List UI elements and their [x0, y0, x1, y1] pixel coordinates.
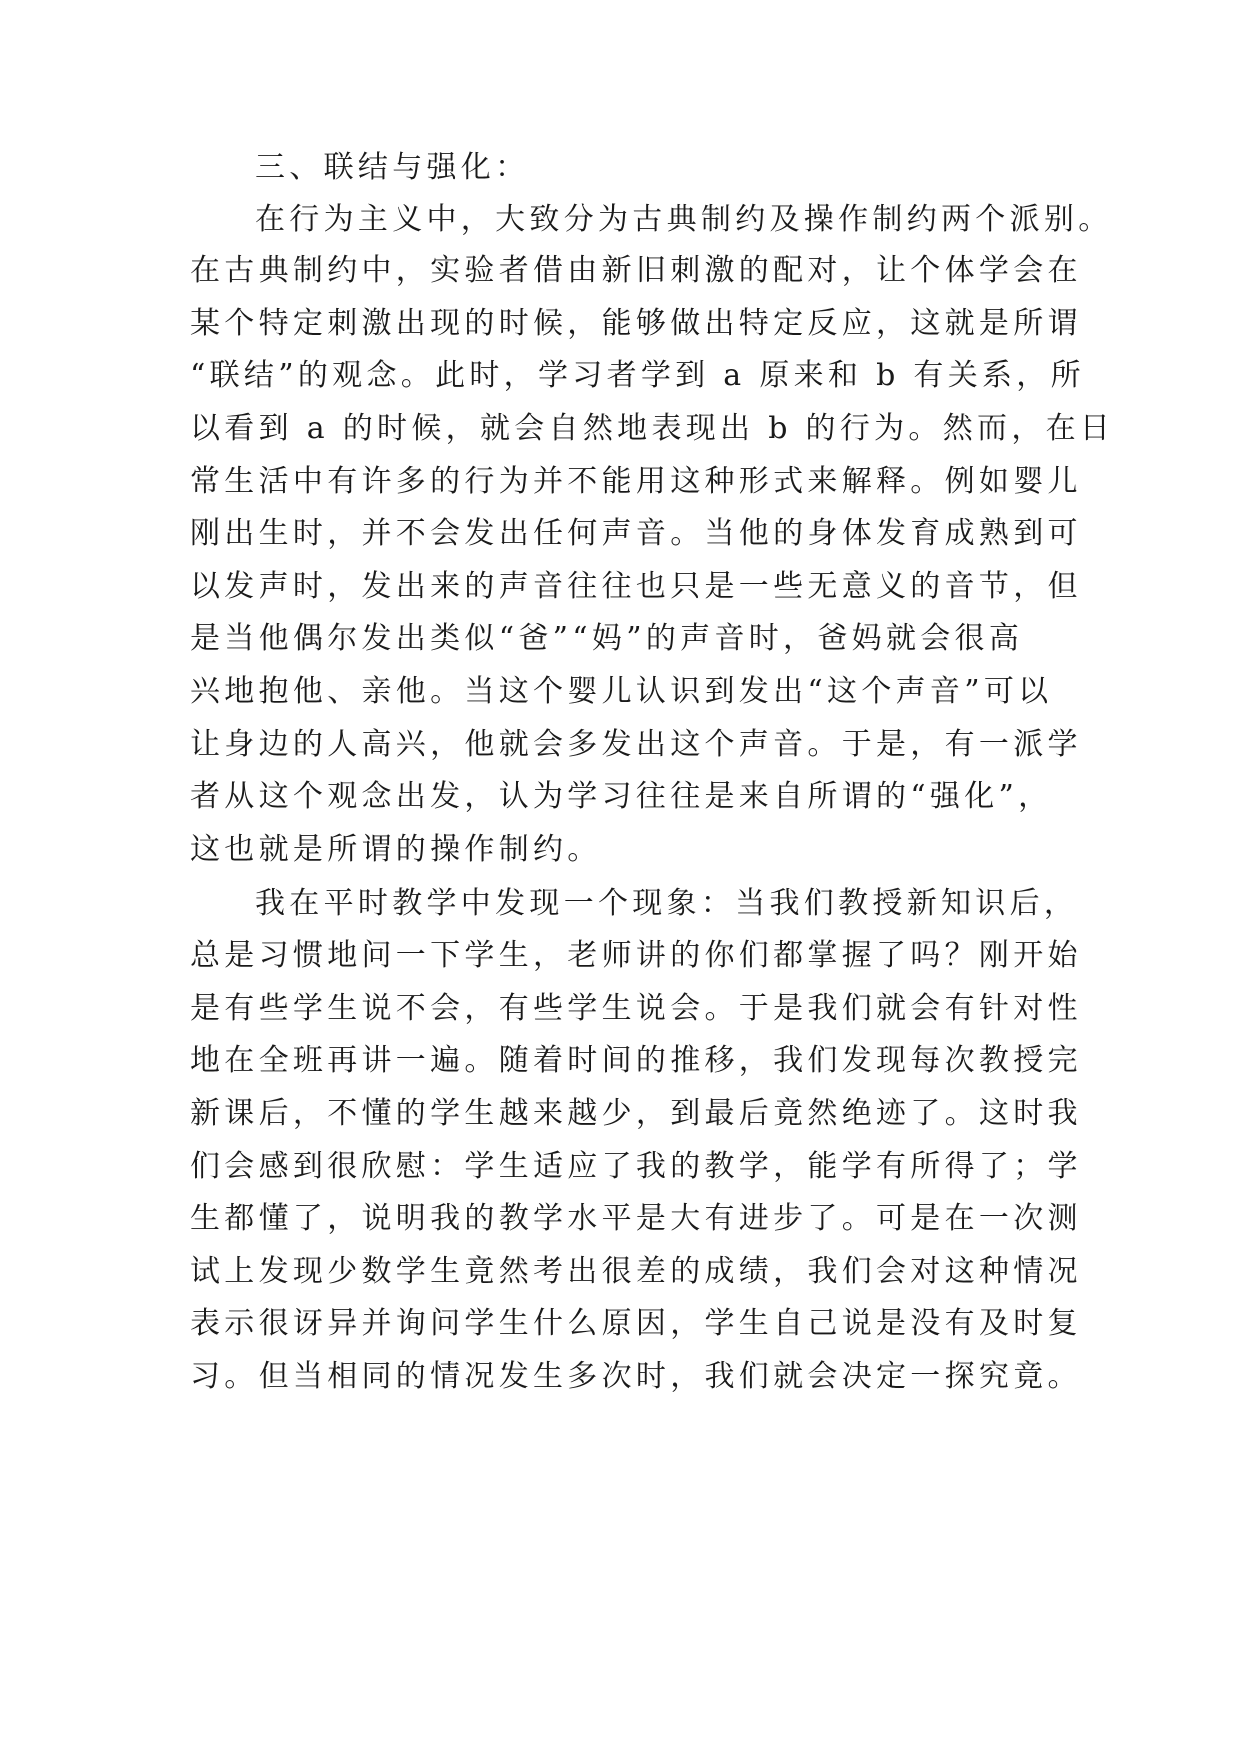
- paragraph-line: 者从这个观念出发，认为学习往往是来自所谓的“强化”，: [190, 779, 1053, 814]
- paragraph-line: 这也就是所谓的操作制约。: [190, 832, 602, 867]
- paragraph-line: 是有些学生说不会，有些学生说会。于是我们就会有针对性: [190, 991, 1082, 1026]
- paragraph-line: 以看到 a 的时候，就会自然地表现出 b 的行为。然而，在日: [190, 411, 1115, 446]
- paragraph-line: 新课后，不懂的学生越来越少，到最后竟然绝迹了。这时我: [190, 1096, 1082, 1131]
- paragraph-line: 兴地抱他、亲他。当这个婴儿认识到发出“这个声音”可以: [190, 674, 1053, 709]
- paragraph-line: 我在平时教学中发现一个现象：当我们教授新知识后，: [255, 886, 1079, 921]
- paragraph-line: 在行为主义中，大致分为古典制约及操作制约两个派别。: [255, 202, 1113, 237]
- section-heading: 三、联结与强化：: [255, 150, 530, 185]
- paragraph-line: 试上发现少数学生竟然考出很差的成绩，我们会对这种情况: [190, 1254, 1082, 1289]
- paragraph-line: 让身边的人高兴，他就会多发出这个声音。于是，有一派学: [190, 727, 1082, 762]
- paragraph-line: 们会感到很欣慰：学生适应了我的教学，能学有所得了；学: [190, 1149, 1082, 1184]
- paragraph-line: 以发声时，发出来的声音往往也只是一些无意义的音节，但: [190, 569, 1082, 604]
- paragraph-line: 刚出生时，并不会发出任何声音。当他的身体发育成熟到可: [190, 516, 1082, 551]
- paragraph-line: 在古典制约中，实验者借由新旧刺激的配对，让个体学会在: [190, 253, 1082, 288]
- paragraph-line: 习。但当相同的情况发生多次时，我们就会决定一探究竟。: [190, 1359, 1082, 1394]
- paragraph-line: 生都懂了，说明我的教学水平是大有进步了。可是在一次测: [190, 1201, 1082, 1236]
- paragraph-line: “联结”的观念。此时，学习者学到 a 原来和 b 有关系，所: [190, 358, 1085, 393]
- paragraph-line: 某个特定刺激出现的时候，能够做出特定反应，这就是所谓: [190, 306, 1082, 341]
- paragraph-line: 地在全班再讲一遍。随着时间的推移，我们发现每次教授完: [190, 1043, 1082, 1078]
- paragraph-line: 表示很讶异并询问学生什么原因，学生自己说是没有及时复: [190, 1306, 1082, 1341]
- paragraph-line: 常生活中有许多的行为并不能用这种形式来解释。例如婴儿: [190, 464, 1082, 499]
- paragraph-line: 是当他偶尔发出类似“爸”“妈”的声音时，爸妈就会很高: [190, 621, 1024, 656]
- paragraph-line: 总是习惯地问一下学生，老师讲的你们都掌握了吗？刚开始: [190, 938, 1082, 973]
